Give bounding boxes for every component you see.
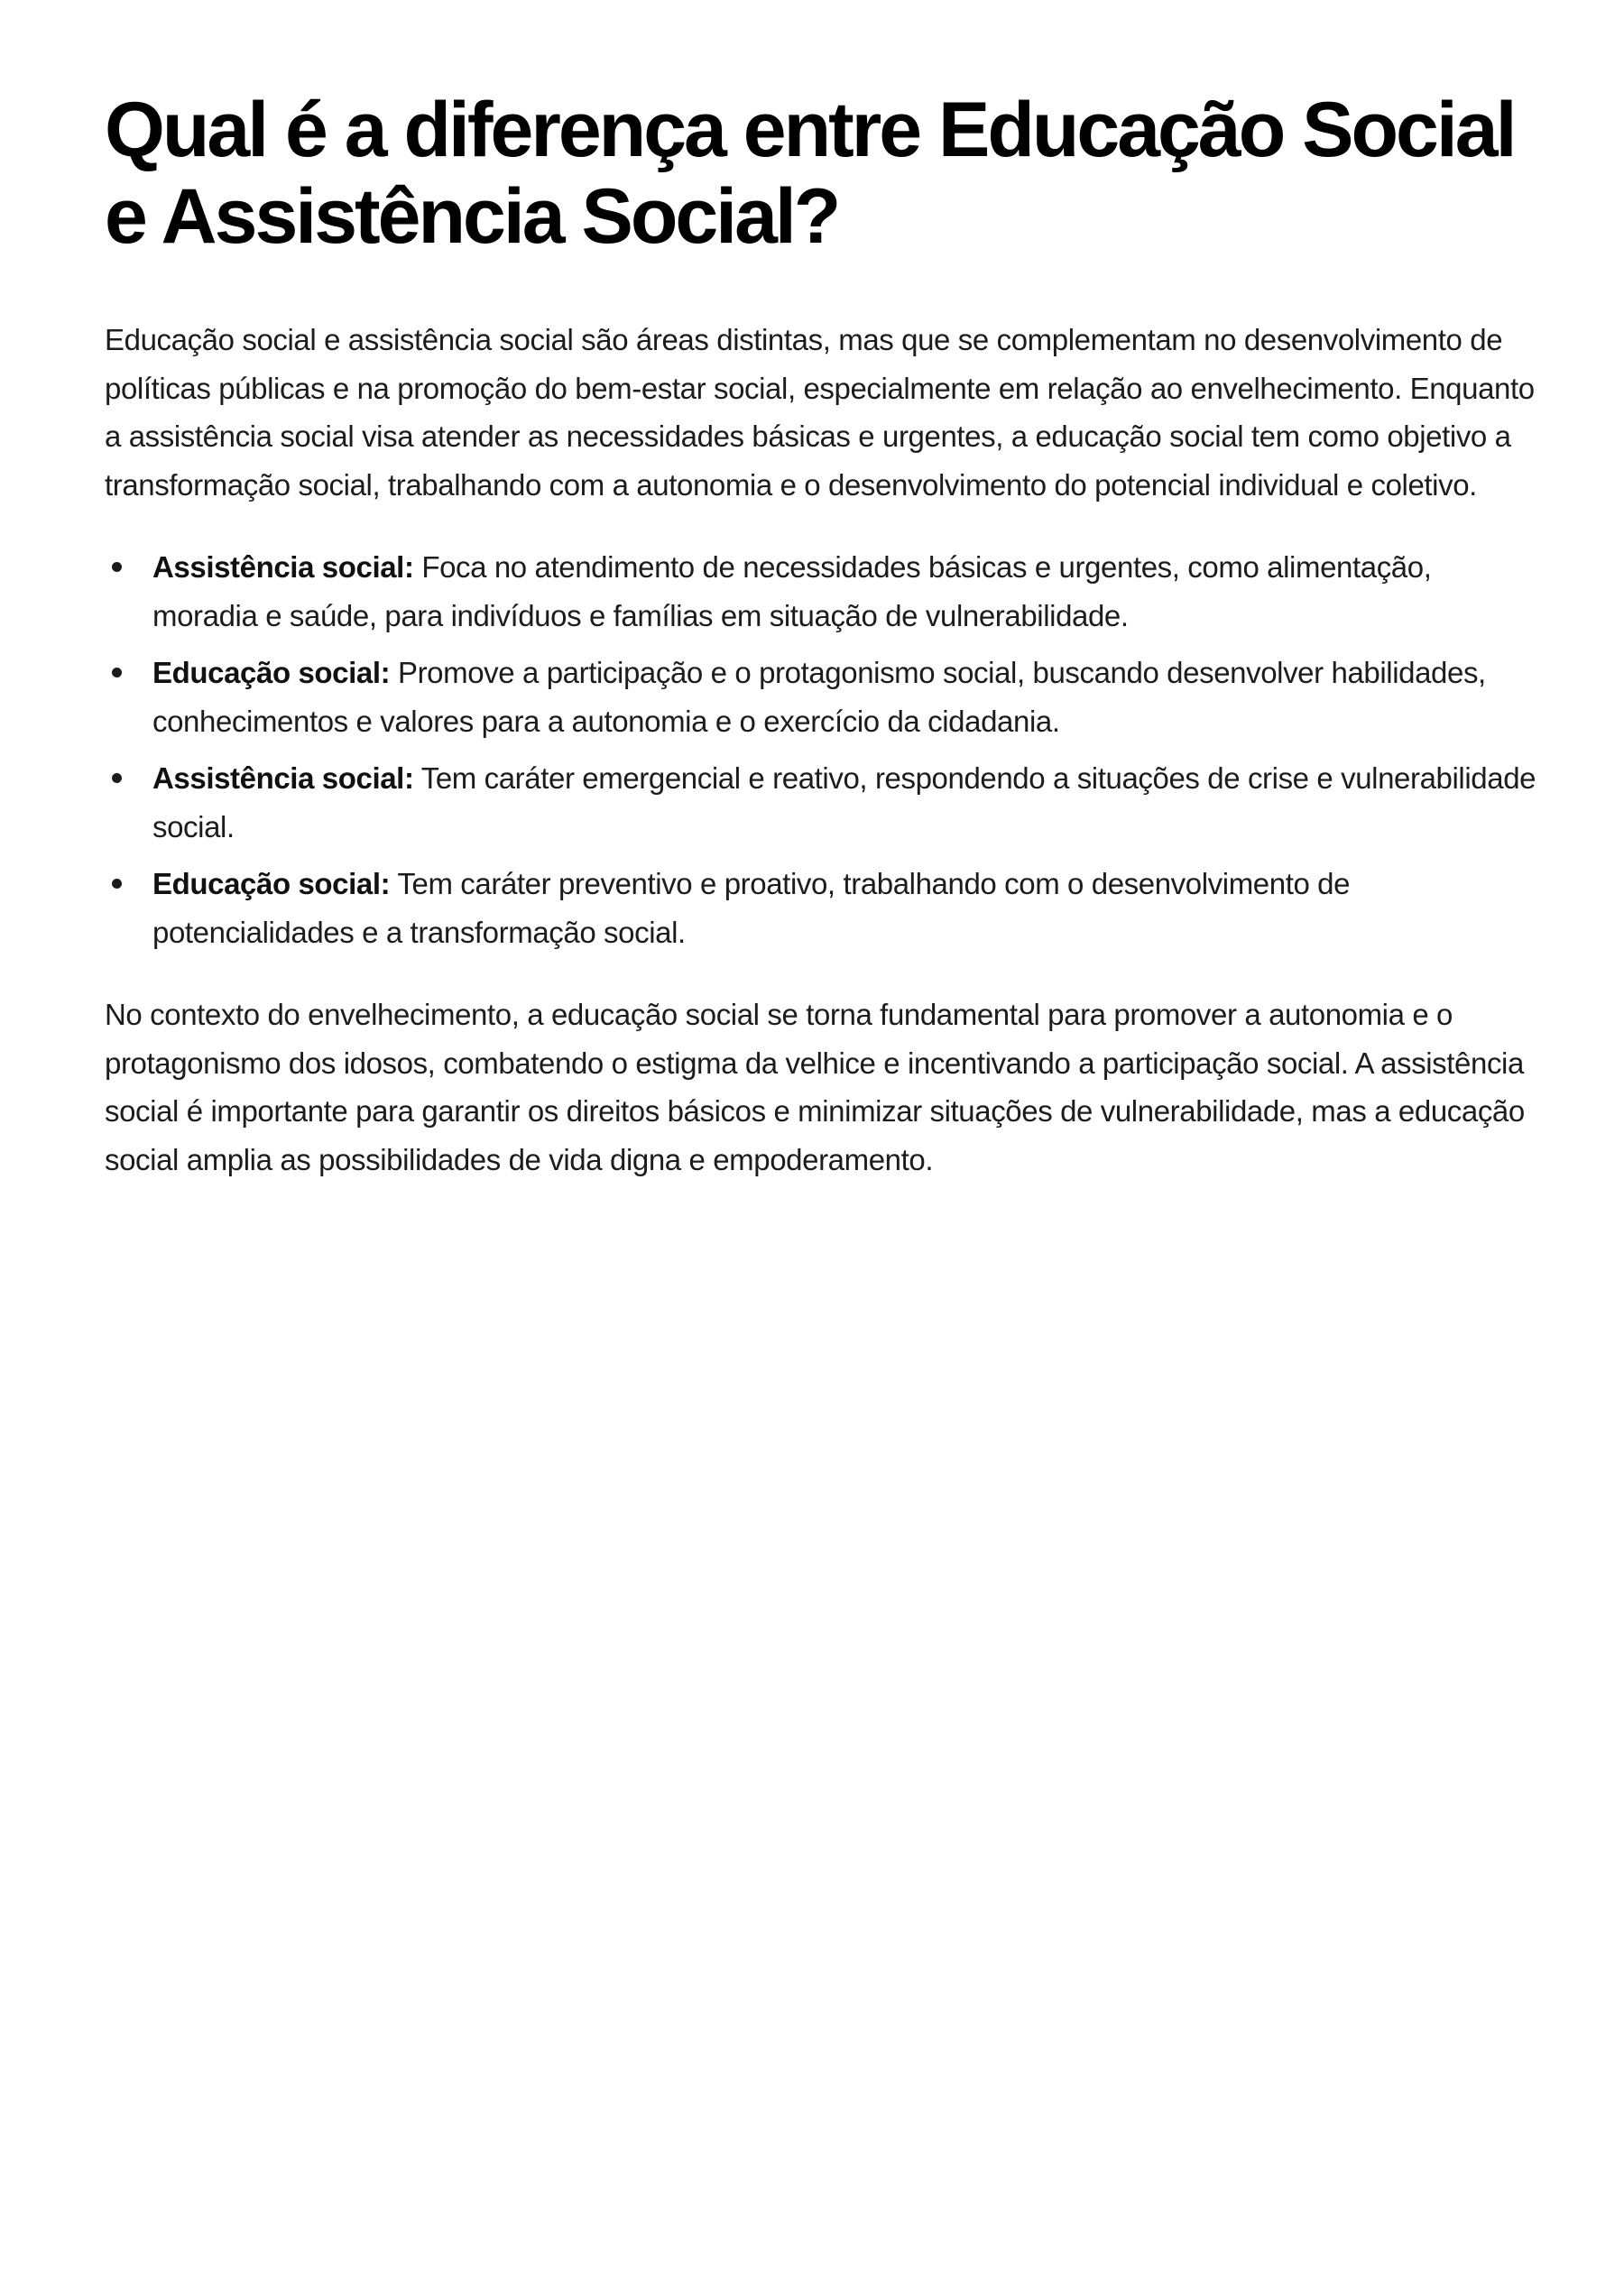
list-item-term: Educação social: bbox=[152, 656, 391, 689]
document-page bbox=[105, 87, 1539, 1184]
comparison-list bbox=[105, 543, 1539, 956]
list-item-term: Assistência social: bbox=[152, 550, 414, 584]
list-item bbox=[105, 754, 1539, 851]
bullet-icon bbox=[112, 562, 122, 572]
page-title: Qual é a diferença entre Educação Social e Assistência Social? bbox=[105, 87, 1515, 260]
list-item bbox=[105, 860, 1539, 956]
conclusion-paragraph: No contexto do envelhecimento, a educação social se torna fundamental para promover a autonomia e o protagonismo dos idosos, combatendo o estigma da velhice e incentivando a participação social. A assistência social é importante para garantir os direitos básicos e minimizar situações de vulnerabilidade, mas a educação social amplia as possibilidades de vida digna e empoderamento. bbox=[105, 998, 1525, 1176]
bullet-icon bbox=[112, 879, 122, 889]
list-item-text: Tem caráter preventivo e proativo, trabalhando com o desenvolvimento de potencialidades e a transformação social. bbox=[152, 867, 1351, 949]
list-item-text: Foca no atendimento de necessidades básicas e urgentes, como alimentação, moradia e saúde, para indivíduos e famílias em situação de vulnerabilidade. bbox=[152, 550, 1432, 632]
bullet-icon bbox=[112, 773, 122, 783]
intro-paragraph: Educação social e assistência social são áreas distintas, mas que se complementam no desenvolvimento de políticas públicas e na promoção do bem-estar social, especialmente em relação ao envelhecimento. Enquanto a assistência social visa atender as necessidades básicas e urgentes, a educação social tem como objetivo a transformação social, trabalhando com a autonomia e o desenvolvimento do potencial individual e coletivo. bbox=[105, 323, 1535, 502]
list-item bbox=[105, 649, 1539, 745]
list-item-term: Assistência social: bbox=[152, 761, 414, 795]
list-item-term: Educação social: bbox=[152, 867, 391, 900]
list-item-text: Tem caráter emergencial e reativo, respondendo a situações de crise e vulnerabilidade social. bbox=[152, 761, 1536, 843]
list-item-text: Promove a participação e o protagonismo social, buscando desenvolver habilidades, conhecimentos e valores para a autonomia e o exercício da cidadania. bbox=[152, 656, 1486, 738]
bullet-icon bbox=[112, 668, 122, 677]
list-item bbox=[105, 543, 1539, 640]
